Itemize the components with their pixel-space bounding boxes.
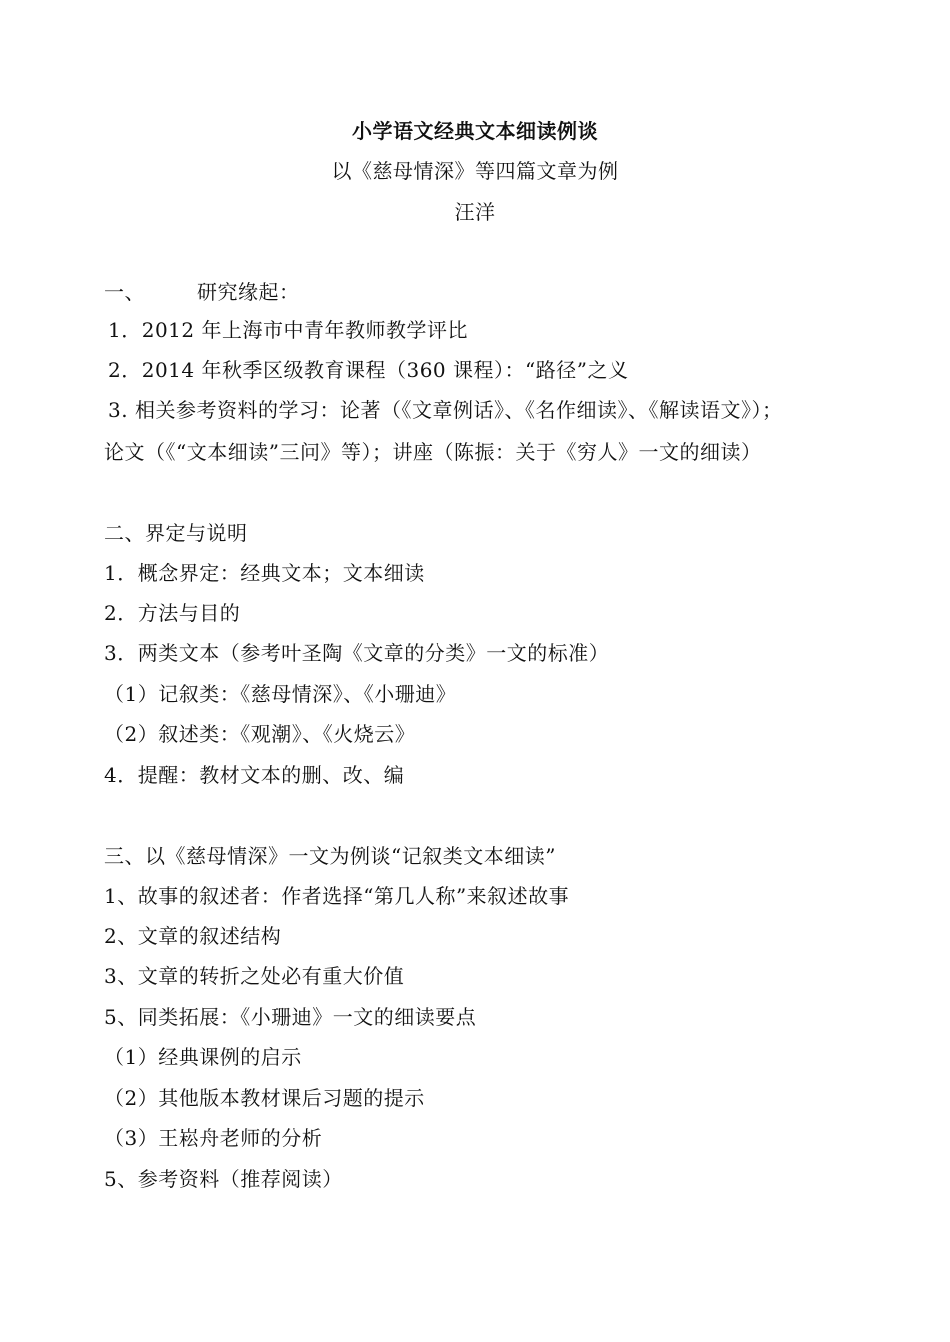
- section3-subitem: （3）王崧舟老师的分析: [104, 1126, 323, 1150]
- section3-subitem: （2）其他版本教材课后习题的提示: [104, 1086, 425, 1110]
- section2-item: 2．方法与目的: [104, 601, 241, 625]
- section1-item: 3. 相关参考资料的学习：论著（《文章例话》、《名作细读》、《解读语文》）；: [108, 398, 783, 422]
- section1-item: 1．2012 年上海市中青年教师教学评比: [108, 318, 468, 342]
- document-title: 小学语文经典文本细读例谈: [352, 119, 598, 143]
- document-subtitle: 以《慈母情深》等四篇文章为例: [331, 159, 619, 183]
- section2-item: 4．提醒：教材文本的删、改、编: [104, 763, 405, 787]
- section3-item: 5、参考资料（推荐阅读）: [104, 1167, 343, 1191]
- section3-subitem: （1）经典课例的启示: [104, 1045, 302, 1069]
- section1-item-continuation: 论文（《“文本细读”三问》等）；讲座（陈振：关于《穷人》一文的细读）: [104, 440, 762, 464]
- section2-item: 1．概念界定：经典文本；文本细读: [104, 561, 425, 585]
- section2-subitem: （2）叙述类：《观潮》、《火烧云》: [104, 722, 416, 746]
- section1-heading: [104, 280, 300, 304]
- section3-item: 1、故事的叙述者：作者选择“第几人称”来叙述故事: [104, 884, 570, 908]
- section3-item: 5、同类拓展：《小珊迪》一文的细读要点: [104, 1005, 477, 1029]
- section2-heading: 二、界定与说明: [104, 521, 248, 545]
- section1-heading-number: 一、: [104, 280, 145, 304]
- section1-heading-text: 研究缘起：: [197, 280, 300, 304]
- section3-heading: 三、以《慈母情深》一文为例谈“记叙类文本细读”: [104, 844, 556, 868]
- section3-item: 2、文章的叙述结构: [104, 924, 282, 948]
- section2-subitem: （1）记叙类：《慈母情深》、《小珊迪》: [104, 682, 457, 706]
- section1-item: 2．2014 年秋季区级教育课程（360 课程）：“路径”之义: [108, 358, 629, 382]
- section2-item: 3．两类文本（参考叶圣陶《文章的分类》一文的标准）: [104, 641, 610, 665]
- document-author: 汪洋: [454, 200, 496, 224]
- section3-item: 3、文章的转折之处必有重大价值: [104, 964, 405, 988]
